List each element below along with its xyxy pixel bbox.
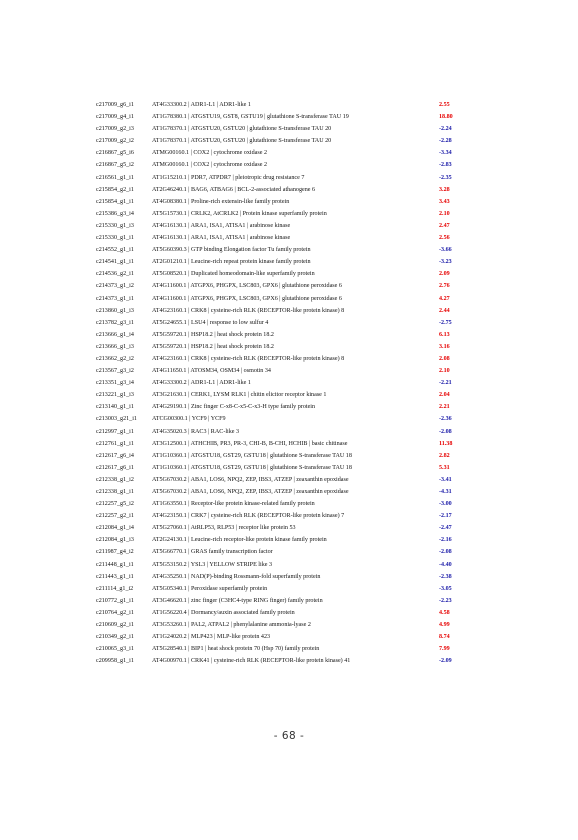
transcript-id: c215330_g1_i3 xyxy=(96,222,134,229)
transcript-id: c215386_g3_i4 xyxy=(96,210,134,217)
transcript-id: c215330_g1_i1 xyxy=(96,235,134,242)
transcript-id: c215854_g1_i1 xyxy=(96,198,134,205)
gene-annotation: AT1G63550.1 | Receptor-like protein kinase-related family protein xyxy=(152,501,315,508)
table-row xyxy=(96,643,456,655)
gene-annotation: AT5G24655.1 | LSU4 | response to low sulfur 4 xyxy=(152,319,269,326)
gene-annotation: AT4G33300.2 | ADR1-L1 | ADR1-like 1 xyxy=(152,380,251,387)
transcript-id: c210764_g2_i1 xyxy=(96,609,134,616)
transcript-id: c212761_g1_i1 xyxy=(96,440,134,447)
transcript-id: c209958_g1_i1 xyxy=(96,658,134,665)
transcript-id: c215854_g2_i1 xyxy=(96,186,134,193)
fold-change-value: -3.00 xyxy=(439,501,452,508)
table-row xyxy=(96,583,456,595)
gene-annotation: AT4G11600.1 | ATGPX6, PHGPX, LSC803, GPX6 | glutathione peroxidase 6 xyxy=(152,295,342,302)
table-row xyxy=(96,365,456,377)
fold-change-value: -3.34 xyxy=(439,150,452,157)
gene-annotation: AT5G28540.1 | BIP1 | heat shock protein 70 (Hsp 70) family protein xyxy=(152,646,320,653)
transcript-id: c212257_g5_i2 xyxy=(96,501,134,508)
transcript-id: c214373_g1_i1 xyxy=(96,295,134,302)
table-row xyxy=(96,462,456,474)
fold-change-value: -2.35 xyxy=(439,174,452,181)
transcript-id: c212338_g1_i2 xyxy=(96,476,134,483)
table-row xyxy=(96,607,456,619)
transcript-id: c217009_g2_i3 xyxy=(96,126,134,133)
fold-change-value: 4.99 xyxy=(439,622,450,629)
gene-annotation: AT4G23150.1 | CRK7 | cysteine-rich RLK (RECEPTOR-like protein kinase) 7 xyxy=(152,513,345,520)
gene-annotation: AT1G78380.1 | ATGSTU19, GST8, GSTU19 | glutathione S-transferase TAU 19 xyxy=(152,114,349,121)
table-row xyxy=(96,353,456,365)
fold-change-value: -2.16 xyxy=(439,537,452,544)
table-row xyxy=(96,401,456,413)
table-row xyxy=(96,510,456,522)
table-row xyxy=(96,305,456,317)
transcript-id: c212084_g1_i4 xyxy=(96,525,134,532)
gene-annotation: AT4G11650.1 | ATOSM34, OSM34 | osmotin 34 xyxy=(152,368,271,375)
transcript-id: c213351_g3_i4 xyxy=(96,380,134,387)
table-row xyxy=(96,486,456,498)
fold-change-value: 3.16 xyxy=(439,343,450,350)
fold-change-value: 2.08 xyxy=(439,355,450,362)
fold-change-value: -4.31 xyxy=(439,489,452,495)
fold-change-value: 2.10 xyxy=(439,368,450,375)
gene-annotation: ATMG00160.1 | COX2 | cytochrome oxidase 2 xyxy=(152,150,267,157)
transcript-id: c213666_g1_i3 xyxy=(96,343,134,350)
fold-change-value: 3.43 xyxy=(439,198,450,205)
fold-change-value: -2.17 xyxy=(439,513,452,520)
table-row xyxy=(96,159,456,171)
fold-change-value: -2.08 xyxy=(439,549,452,556)
gene-annotation: AT2G01210.1 | Leucine-rich repeat protein kinase family protein xyxy=(152,259,311,266)
fold-change-value: 4.27 xyxy=(439,295,450,302)
fold-change-value: -2.23 xyxy=(439,597,452,604)
fold-change-value: 3.28 xyxy=(439,186,450,193)
table-row xyxy=(96,377,456,389)
fold-change-value: -2.47 xyxy=(439,525,452,532)
transcript-id: c217009_g2_i2 xyxy=(96,138,134,145)
table-row xyxy=(96,208,456,220)
transcript-id: c214541_g1_i1 xyxy=(96,259,134,266)
fold-change-value: -2.83 xyxy=(439,162,452,169)
gene-annotation: AT4G00970.1 | CRK41 | cysteine-rich RLK (RECEPTOR-like protein kinase) 41 xyxy=(152,658,351,665)
gene-annotation: AT5G05340.1 | Peroxidase superfamily protein xyxy=(152,585,268,592)
fold-change-value: -2.09 xyxy=(439,658,452,665)
table-row xyxy=(96,631,456,643)
fold-change-value: 2.55 xyxy=(439,102,450,108)
gene-annotation: AT2G24130.1 | Leucine-rich receptor-like protein kinase family protein xyxy=(152,537,327,544)
transcript-id: c213003_g21_i1 xyxy=(96,416,137,423)
fold-change-value: 6.13 xyxy=(439,331,450,338)
table-row xyxy=(96,256,456,268)
table-row xyxy=(96,280,456,292)
transcript-id: c214536_g2_i1 xyxy=(96,271,134,278)
gene-annotation: AT4G23160.1 | CRK8 | cysteine-rich RLK (RECEPTOR-like protein kinase) 8 xyxy=(152,307,345,314)
transcript-id: c217009_g6_i1 xyxy=(96,102,134,108)
gene-annotation: AT3G12500.1 | ATHCHIB, PR3, PR-3, CHI-B, B-CHI, HCHIB | basic chitinase xyxy=(152,440,348,447)
transcript-id: c214552_g1_i1 xyxy=(96,247,134,254)
fold-change-value: -2.21 xyxy=(439,380,452,387)
table-row xyxy=(96,546,456,558)
table-row xyxy=(96,293,456,305)
table-row xyxy=(96,534,456,546)
table-row xyxy=(96,123,456,135)
table-row xyxy=(96,184,456,196)
gene-expression-table xyxy=(96,99,456,667)
table-row xyxy=(96,595,456,607)
fold-change-value: 2.47 xyxy=(439,222,450,229)
fold-change-value: -4.40 xyxy=(439,561,452,568)
transcript-id: c213662_g2_i2 xyxy=(96,355,134,362)
transcript-id: c213221_g1_i3 xyxy=(96,392,134,399)
fold-change-value: -2.24 xyxy=(439,126,452,133)
fold-change-value: -2.08 xyxy=(439,428,452,435)
fold-change-value: -3.05 xyxy=(439,585,452,592)
gene-annotation: AT4G29190.1 | Zinc finger C-x8-C-x5-C-x3-H type family protein xyxy=(152,404,316,411)
gene-annotation: AT4G16130.1 | ARA1, ISA1, ATISA1 | arabinose kinase xyxy=(152,235,291,242)
fold-change-value: 11.38 xyxy=(439,440,453,447)
gene-annotation: AT1G78370.1 | ATGSTU20, GSTU20 | glutathione S-transferase TAU 20 xyxy=(152,126,332,133)
fold-change-value: 4.58 xyxy=(439,609,450,616)
fold-change-value: 18.80 xyxy=(439,114,453,121)
transcript-id: c211114_g1_i2 xyxy=(96,585,134,592)
page-number: - 68 - xyxy=(273,730,305,742)
table-row xyxy=(96,559,456,571)
fold-change-value: -3.66 xyxy=(439,247,452,254)
fold-change-value: -3.23 xyxy=(439,259,452,266)
table-row xyxy=(96,232,456,244)
gene-annotation: AT5G08520.1 | Duplicated homeodomain-like superfamily protein xyxy=(152,271,315,278)
table-row xyxy=(96,135,456,147)
gene-annotation: AT5G15730.1 | CRLK2, AtCRLK2 | Protein kinase superfamily protein xyxy=(152,210,327,217)
gene-annotation: AT5G59720.1 | HSP18.2 | heat shock protein 18.2 xyxy=(152,331,274,338)
transcript-id: c216867_g5_i2 xyxy=(96,162,134,169)
transcript-id: c210772_g1_i1 xyxy=(96,597,134,604)
fold-change-value: 7.99 xyxy=(439,646,450,653)
transcript-id: c217009_g4_i1 xyxy=(96,114,134,121)
gene-annotation: AT1G15210.1 | PDR7, ATPDR7 | pleiotropic drug resistance 7 xyxy=(152,174,305,181)
table-row xyxy=(96,450,456,462)
table-row xyxy=(96,438,456,450)
fold-change-value: -2.38 xyxy=(439,573,452,580)
gene-annotation: AT1G10360.1 | ATGSTU18, GST29, GSTU18 | glutathione S-transferase TAU 18 xyxy=(152,452,352,459)
table-row xyxy=(96,317,456,329)
fold-change-value: -3.41 xyxy=(439,476,452,483)
gene-annotation: AT1G10360.1 | ATGSTU18, GST29, GSTU18 | glutathione S-transferase TAU 18 xyxy=(152,464,352,471)
fold-change-value: 2.21 xyxy=(439,404,450,411)
gene-annotation: AT5G66770.1 | GRAS family transcription factor xyxy=(152,549,273,556)
transcript-id: c210349_g2_i1 xyxy=(96,634,134,641)
fold-change-value: 2.10 xyxy=(439,210,450,217)
gene-annotation: AT5G27060.1 | AtRLP53, RLP53 | receptor like protein 53 xyxy=(152,525,296,532)
table-row xyxy=(96,426,456,438)
gene-annotation: AT4G16130.1 | ARA1, ISA1, ATISA1 | arabinose kinase xyxy=(152,222,291,229)
table-row xyxy=(96,522,456,534)
transcript-id: c213567_g3_i2 xyxy=(96,368,134,375)
fold-change-value: 2.56 xyxy=(439,235,450,242)
gene-annotation: AT1G78370.1 | ATGSTU20, GSTU20 | glutathione S-transferase TAU 20 xyxy=(152,138,332,145)
gene-annotation: AT4G35250.1 | NAD(P)-binding Rossmann-fold superfamily protein xyxy=(152,573,321,580)
fold-change-value: -2.28 xyxy=(439,138,452,145)
gene-annotation: AT3G21630.1 | CERK1, LYSM RLK1 | chitin elicitor receptor kinase 1 xyxy=(152,392,327,399)
gene-annotation: AT5G67030.2 | ABA1, LOS6, NPQ2, ZEP, IBS3, ATZEP | zeaxanthin epoxidase xyxy=(152,489,349,495)
transcript-id: c210609_g2_i1 xyxy=(96,622,134,629)
fold-change-value: 2.09 xyxy=(439,271,450,278)
fold-change-value: -2.75 xyxy=(439,319,452,326)
fold-change-value: 2.82 xyxy=(439,452,450,459)
gene-annotation: ATCG00300.1 | YCF9 | YCF9 xyxy=(152,416,226,423)
transcript-id: c216561_g1_i1 xyxy=(96,174,134,181)
gene-annotation: AT1G56220.4 | Dormancy/auxin associated family protein xyxy=(152,609,295,616)
transcript-id: c212338_g1_i1 xyxy=(96,489,134,495)
gene-annotation: AT3G46620.1 | zinc finger (C3HC4-type RING finger) family protein xyxy=(152,597,323,604)
gene-annotation: AT1G24020.2 | MLP423 | MLP-like protein 423 xyxy=(152,634,271,641)
transcript-id: c212617_g6_i4 xyxy=(96,452,134,459)
table-row xyxy=(96,341,456,353)
transcript-id: c212997_g1_i1 xyxy=(96,428,134,435)
gene-annotation: AT4G23160.1 | CRK8 | cysteine-rich RLK (RECEPTOR-like protein kinase) 8 xyxy=(152,355,345,362)
gene-annotation: AT5G60390.3 | GTP binding Elongation factor Tu family protein xyxy=(152,247,311,254)
fold-change-value: 2.44 xyxy=(439,307,450,314)
table-row xyxy=(96,329,456,341)
gene-annotation: AT4G11600.1 | ATGPX6, PHGPX, LSC803, GPX6 | glutathione peroxidase 6 xyxy=(152,283,342,290)
table-row xyxy=(96,571,456,583)
transcript-id: c210065_g3_i1 xyxy=(96,646,134,653)
transcript-id: c211987_g4_i2 xyxy=(96,549,134,556)
gene-annotation: AT3G53260.1 | PAL2, ATPAL2 | phenylalanine ammonia-lyase 2 xyxy=(152,622,311,629)
gene-annotation: AT4G08380.1 | Proline-rich extensin-like family protein xyxy=(152,198,290,205)
transcript-id: c213666_g1_i4 xyxy=(96,331,134,338)
fold-change-value: 8.74 xyxy=(439,634,450,641)
table-row xyxy=(96,268,456,280)
table-row xyxy=(96,474,456,486)
transcript-id: c214373_g1_i2 xyxy=(96,283,134,290)
gene-annotation: AT2G46240.1 | BAG6, ATBAG6 | BCL-2-associated athanogene 6 xyxy=(152,186,316,193)
fold-change-value: 5.31 xyxy=(439,464,450,471)
gene-annotation: AT5G67030.2 | ABA1, LOS6, NPQ2, ZEP, IBS3, ATZEP | zeaxanthin epoxidase xyxy=(152,476,349,483)
transcript-id: c212617_g6_i1 xyxy=(96,464,134,471)
table-row xyxy=(96,389,456,401)
transcript-id: c212257_g2_i1 xyxy=(96,513,134,520)
table-row xyxy=(96,111,456,123)
transcript-id: c216867_g5_i6 xyxy=(96,150,134,157)
fold-change-value: 2.76 xyxy=(439,283,450,290)
table-row xyxy=(96,619,456,631)
transcript-id: c211443_g1_i1 xyxy=(96,573,134,580)
gene-annotation: AT4G35020.3 | RAC3 | RAC-like 3 xyxy=(152,428,240,435)
table-row xyxy=(96,498,456,510)
fold-change-value: 2.04 xyxy=(439,392,450,399)
transcript-id: c211448_g1_i1 xyxy=(96,561,134,568)
gene-annotation: AT4G33300.2 | ADR1-L1 | ADR1-like 1 xyxy=(152,102,251,108)
fold-change-value: -2.36 xyxy=(439,416,452,423)
table-row xyxy=(96,413,456,425)
gene-annotation: ATMG00160.1 | COX2 | cytochrome oxidase 2 xyxy=(152,162,267,169)
transcript-id: c213860_g1_i3 xyxy=(96,307,134,314)
gene-annotation: AT5G53150.2 | YSL3 | YELLOW STRIPE like 3 xyxy=(152,561,273,568)
table-row xyxy=(96,655,456,667)
table-row xyxy=(96,99,456,111)
transcript-id: c213782_g3_i1 xyxy=(96,319,134,326)
table-row xyxy=(96,220,456,232)
table-row xyxy=(96,172,456,184)
table-row xyxy=(96,244,456,256)
transcript-id: c213140_g1_i1 xyxy=(96,404,134,411)
gene-annotation: AT5G59720.1 | HSP18.2 | heat shock protein 18.2 xyxy=(152,343,274,350)
transcript-id: c212084_g1_i3 xyxy=(96,537,134,544)
table-row xyxy=(96,147,456,159)
table-row xyxy=(96,196,456,208)
